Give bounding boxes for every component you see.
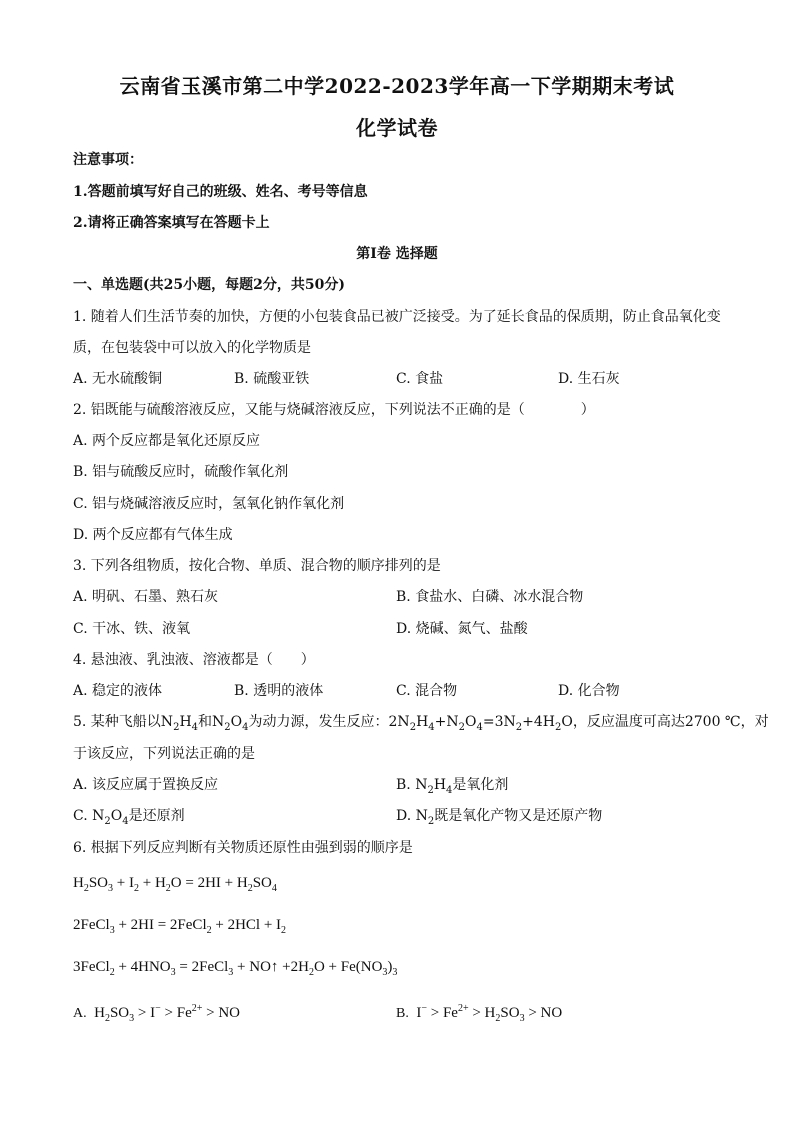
q6-stem: 6. 根据下列反应判断有关物质还原性由强到弱的顺序是 [73, 840, 413, 856]
q1-option-a: A. 无水硫酸铜 [73, 371, 163, 387]
q2-stem: 2. 铝既能与硫酸溶液反应，又能与烧碱溶液反应，下列说法不正确的是（ ） [73, 402, 595, 418]
q6-equation-3: 3FeCl$_2$ + $4HNO_3$ = 2FeCl$_3$ + NO↑ $+2H_2O + Fe(NO_3)_3$ [73, 959, 398, 978]
q6-equation-1: $H_2SO_3 + I_2 + H_2O = 2HI + H_2SO_4$ [73, 875, 277, 894]
q4-option-b: B. 透明的液体 [234, 683, 324, 699]
notice-item-1: 1.答题前填写好自己的班级、姓名、考号等信息 [73, 184, 368, 200]
q1-option-b: B. 硫酸亚铁 [234, 371, 310, 387]
q5-option-b: B. $N_2H_4$是氧化剂 [396, 777, 509, 796]
q5-option-d: D. $N_2$既是氧化产物又是还原产物 [396, 808, 603, 827]
q5-stem-line1: 5. 某种飞船以$N_2H_4$和$N_2O_4$为动力源，发生反应：$2N_2H_4+N_2O_4=3N_2+4H_2O$，反应温度可高达2700 ℃，对 [73, 714, 769, 733]
q3-option-d: D. 烧碱、氮气、盐酸 [396, 621, 528, 637]
q2-option-a: A. 两个反应都是氧化还原反应 [73, 433, 261, 449]
q4-option-a: A. 稳定的液体 [73, 683, 163, 699]
q3-option-c: C. 干冰、铁、液氧 [73, 621, 191, 637]
q2-option-b: B. 铝与硫酸反应时，硫酸作氧化剂 [73, 464, 289, 480]
q1-option-c: C. 食盐 [396, 371, 444, 387]
section-title: 第I卷 选择题 [356, 246, 438, 262]
q4-stem: 4. 悬浊液、乳浊液、溶液都是（ ） [73, 652, 315, 668]
q5-option-c: C. $N_2O_4$是还原剂 [73, 808, 185, 827]
q1-stem-line2: 质，在包装袋中可以放入的化学物质是 [73, 340, 311, 356]
q6-equation-2: 2FeCl$_3$ + 2HI = 2FeCl$_2$ + $2HCl + I_2$ [73, 917, 287, 936]
q5-option-a: A. 该反应属于置换反应 [73, 777, 219, 793]
q3-option-a: A. 明矾、石墨、熟石灰 [73, 589, 219, 605]
q4-option-c: C. 混合物 [396, 683, 458, 699]
q3-stem: 3. 下列各组物质，按化合物、单质、混合物的顺序排列的是 [73, 558, 441, 574]
q6-option-b: B. $I^- > Fe^{2+} > H_2SO_3$ > NO [396, 1003, 563, 1024]
notice-item-2: 2.请将正确答案填写在答题卡上 [73, 215, 270, 231]
exam-subtitle: 化学试卷 [356, 116, 438, 140]
q2-option-d: D. 两个反应都有气体生成 [73, 527, 233, 543]
exam-title: 云南省玉溪市第二中学2022-2023学年高一下学期期末考试 [119, 74, 675, 98]
q2-option-c: C. 铝与烧碱溶液反应时，氢氧化钠作氧化剂 [73, 496, 345, 512]
q5-stem-line2: 于该反应，下列说法正确的是 [73, 746, 255, 762]
q1-stem-line1: 1. 随着人们生活节奏的加快，方便的小包装食品已被广泛接受。为了延长食品的保质期，防止食品氧化变 [73, 309, 721, 325]
q3-option-b: B. 食盐水、白磷、冰水混合物 [396, 589, 584, 605]
part-heading: 一、单选题(共25小题，每题2分，共50分) [73, 277, 345, 293]
q4-option-d: D. 化合物 [558, 683, 620, 699]
q1-option-d: D. 生石灰 [558, 371, 620, 387]
q6-option-a: A. $H_2SO_3 > I^- > Fe^{2+}$ > NO [73, 1003, 240, 1024]
notice-heading: 注意事项： [73, 152, 143, 168]
